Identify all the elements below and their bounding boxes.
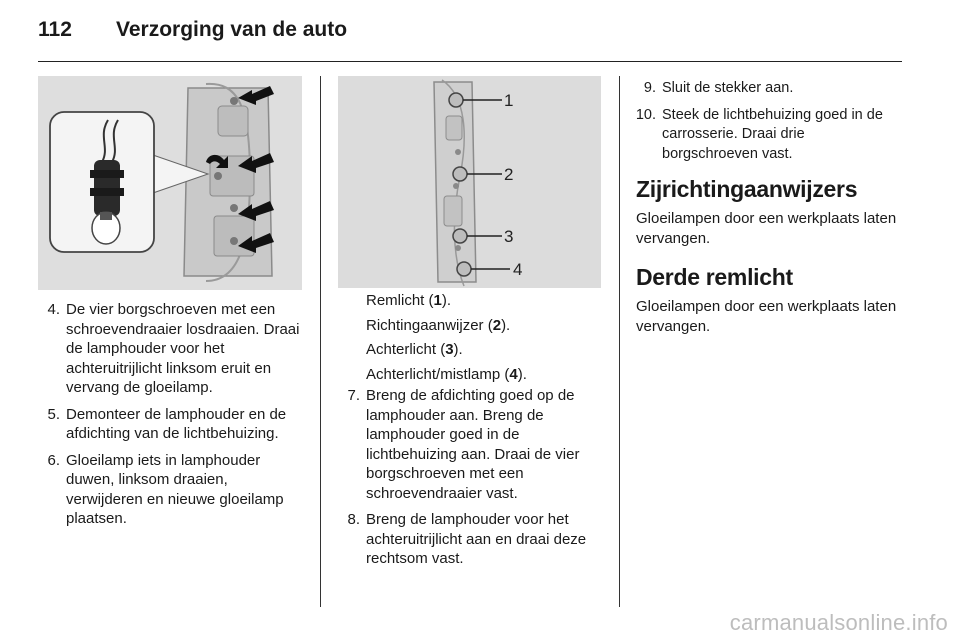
column-divider-2 xyxy=(619,76,620,607)
list-item: 6. Gloeilamp iets in lamphouder duwen, linksom draaien, verwijderen en nieuwe gloeilamp plaatsen. xyxy=(47,451,284,527)
section-title-turn-signals: Zijrichtingaanwijzers xyxy=(636,176,858,202)
section-body-turn-signals: Gloeilampen door een werkplaats laten vervangen. xyxy=(636,210,897,247)
legend-item: Achterlicht (3). xyxy=(366,341,463,358)
column-divider-1 xyxy=(320,76,321,607)
legend-item: Richtingaanwijzer (2). xyxy=(366,316,511,334)
callout-1: 1 xyxy=(504,91,514,110)
section-body-third-brake-light: Gloeilampen door een werkplaats laten vervangen. xyxy=(636,298,897,335)
watermark: carmanualsonline.info xyxy=(729,610,948,635)
page-header xyxy=(38,18,347,48)
steps-list-left xyxy=(38,300,308,536)
legend-item: Achterlicht/mistlamp (4). xyxy=(366,365,527,383)
bulb-positions-figure xyxy=(338,76,601,288)
page-title: Verzorging van de auto xyxy=(116,18,348,41)
list-item: 10. Steek de lichtbehuizing goed in de carrosserie. Draai drie borgschroeven vast. xyxy=(635,106,883,162)
callout-4: 4 xyxy=(513,260,523,279)
list-item: 7. Breng de afdichting goed op de lamphouder aan. Breng de lamphouder goed in de lichtbehuizing aan. Draai de vier borgschroeven met een schroevendraaier vast. xyxy=(347,387,580,502)
rear-light-housing-figure xyxy=(38,76,302,290)
list-item: 5. Demonteer de lamphouder en de afdichting van de lichtbehuizing. xyxy=(47,405,287,442)
legend-item: Remlicht (1). xyxy=(366,292,452,309)
callout-2: 2 xyxy=(504,165,514,184)
steps-list-right xyxy=(634,79,902,171)
list-item: 9. Sluit de stekker aan. xyxy=(643,80,794,96)
bulb-legend xyxy=(366,291,606,389)
list-item: 4. De vier borgschroeven met een schroevendraaier losdraaien. Draai de lamphouder voor het achteruitrijlicht linksom eruit en vervang de gloeilamp. xyxy=(47,301,300,396)
callout-3: 3 xyxy=(504,227,514,246)
steps-list-middle xyxy=(338,386,604,576)
header-divider xyxy=(38,61,902,62)
list-item: 8. Breng de lamphouder voor het achteruitrijlicht aan en draai deze rechtsom vast. xyxy=(347,511,587,567)
section-title-third-brake-light: Derde remlicht xyxy=(636,264,793,290)
page-number: 112 xyxy=(38,18,72,41)
